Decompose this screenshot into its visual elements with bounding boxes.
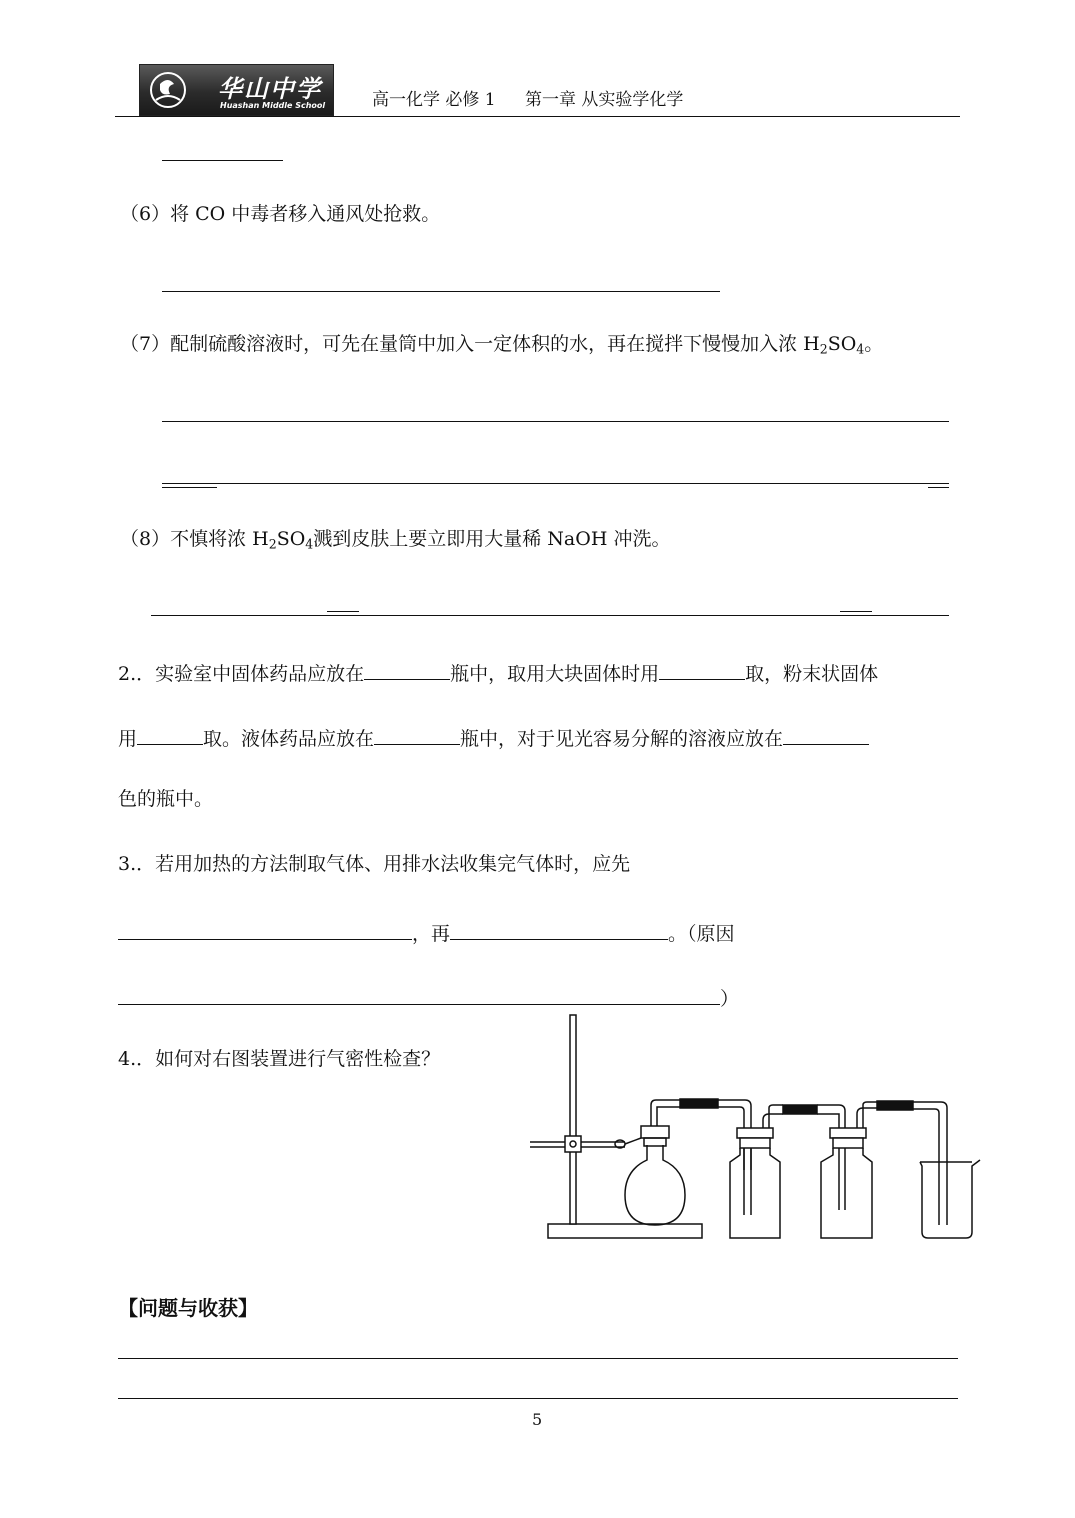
question-2-line-3: 色的瓶中。 bbox=[118, 788, 214, 810]
header-course: 高一化学 必修 1 bbox=[372, 90, 496, 110]
fill-blank[interactable] bbox=[118, 985, 720, 1005]
round-bottom-flask bbox=[615, 1100, 685, 1225]
item-8: （8）不慎将浓 $H_2SO_4$溅到皮肤上要立即用大量稀 NaOH 冲洗。 bbox=[120, 528, 671, 552]
beaker bbox=[920, 1160, 980, 1238]
answer-line bbox=[162, 291, 720, 292]
question-3-line-3: ） bbox=[118, 985, 739, 1009]
school-emblem-icon bbox=[148, 70, 188, 110]
answer-line bbox=[162, 421, 949, 422]
header-chapter: 第一章 从实验学化学 bbox=[525, 90, 684, 110]
answer-line bbox=[928, 487, 949, 488]
question-3-text: 3.．若用加热的方法制取气体、用排水法收集完气体时，应先 bbox=[118, 853, 631, 875]
fill-blank[interactable] bbox=[450, 920, 668, 940]
answer-line bbox=[118, 1398, 958, 1399]
section-title: 【问题与收获】 bbox=[118, 1296, 258, 1320]
page-number: 5 bbox=[532, 1410, 543, 1429]
question-2-line-1: 2.．实验室中固体药品应放在 瓶中，取用大块固体时用 取，粉末状固体 bbox=[118, 660, 878, 684]
gas-washing-bottle-1 bbox=[730, 1114, 780, 1238]
rubber-tube bbox=[783, 1105, 817, 1114]
gas-tightness-apparatus-diagram bbox=[525, 1010, 985, 1245]
answer-line bbox=[327, 611, 359, 612]
rubber-tube bbox=[680, 1099, 718, 1108]
gas-washing-bottle-2 bbox=[821, 1110, 872, 1238]
item-7: （7）配制硫酸溶液时，可先在量筒中加入一定体积的水，再在搅拌下慢慢加入浓 $H_2SO_4$。 bbox=[120, 333, 884, 357]
iron-stand bbox=[530, 1015, 702, 1238]
fill-blank[interactable] bbox=[118, 920, 412, 940]
answer-line bbox=[118, 1358, 958, 1359]
logo-subtitle: Huashan Middle School bbox=[220, 101, 326, 110]
answer-line bbox=[162, 483, 949, 484]
fill-blank[interactable] bbox=[137, 725, 203, 745]
question-3-line-2: ，再 。（原因 bbox=[118, 920, 735, 944]
answer-line bbox=[840, 611, 872, 612]
fill-blank[interactable] bbox=[783, 725, 869, 745]
question-4-text: 4.．如何对右图装置进行气密性检查？ bbox=[118, 1048, 441, 1070]
logo-title: 华山中学 bbox=[218, 74, 322, 103]
header-rule bbox=[115, 116, 960, 117]
rubber-tube bbox=[877, 1101, 913, 1110]
answer-line bbox=[162, 160, 283, 161]
school-logo bbox=[139, 64, 334, 116]
answer-line bbox=[162, 487, 217, 488]
item-6: （6）将 CO 中毒者移入通风处抢救。 bbox=[120, 203, 441, 225]
question-2-line-2: 用 取。液体药品应放在 瓶中，对于见光容易分解的溶液应放在 bbox=[118, 725, 869, 749]
fill-blank[interactable] bbox=[659, 660, 745, 680]
fill-blank[interactable] bbox=[364, 660, 450, 680]
answer-line bbox=[151, 615, 949, 616]
fill-blank[interactable] bbox=[374, 725, 460, 745]
